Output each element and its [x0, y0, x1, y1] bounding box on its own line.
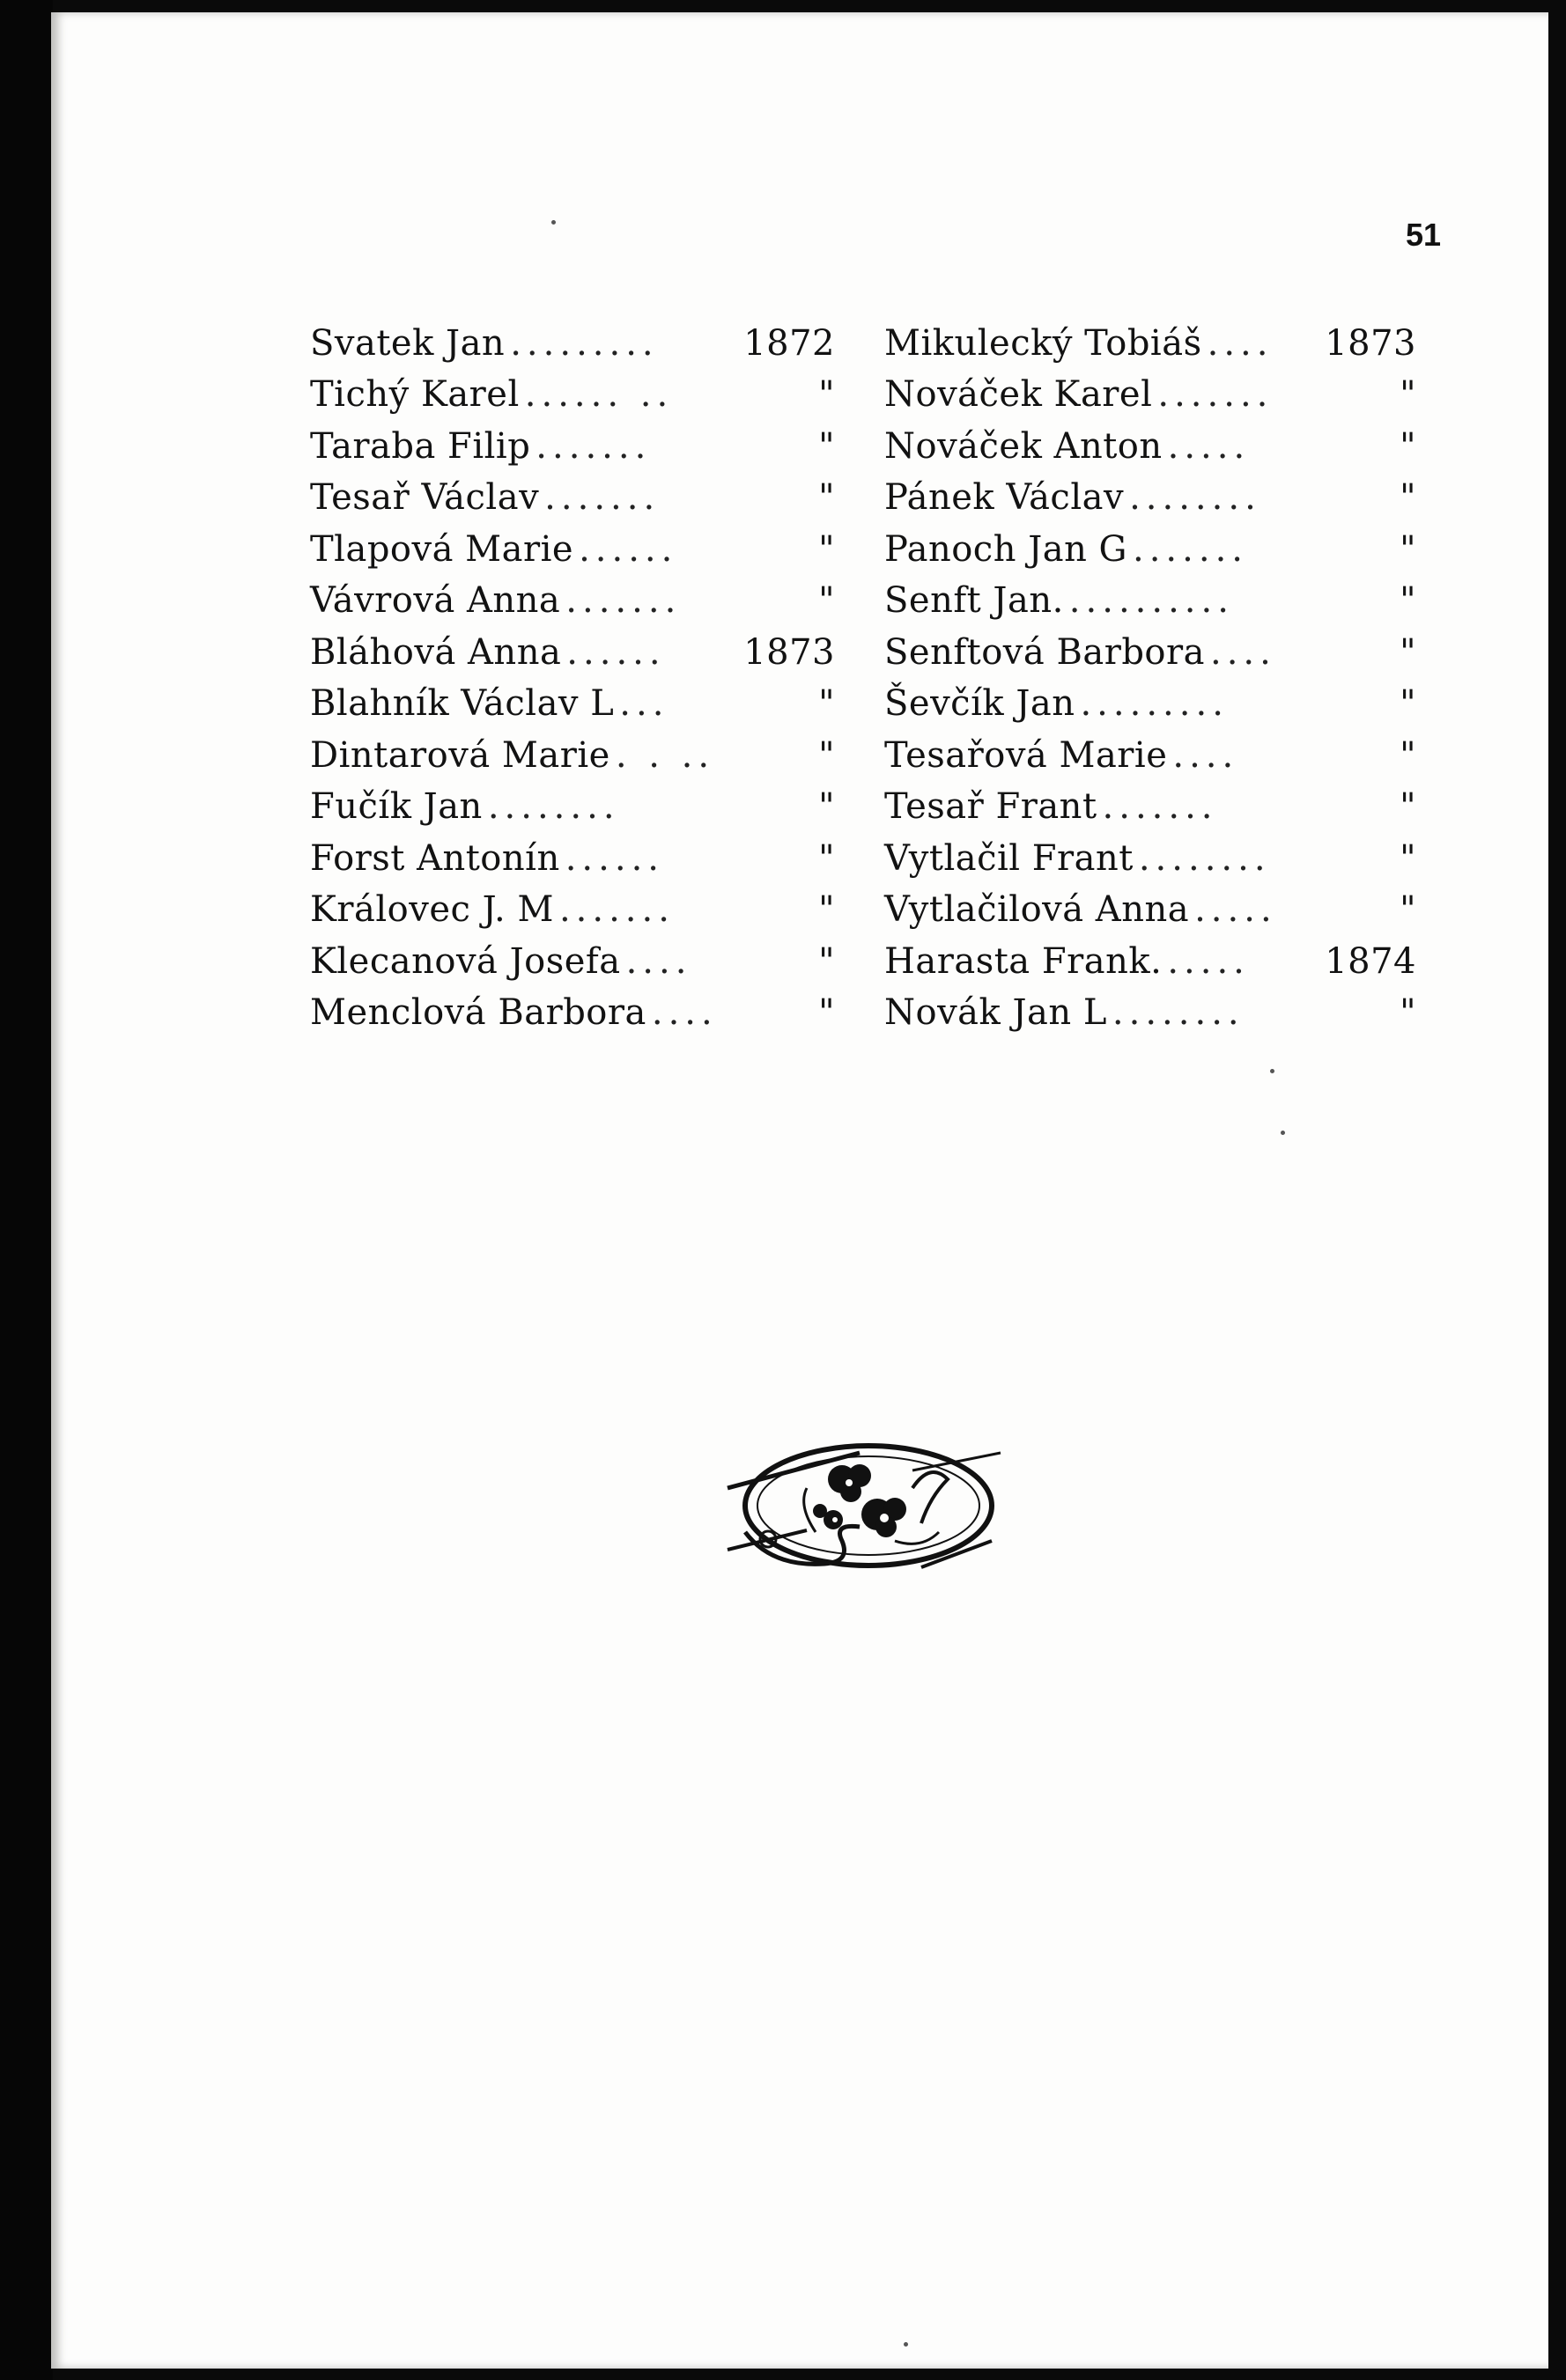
right-column-entry — [884, 930, 1416, 982]
year-value: " — [818, 425, 835, 467]
dot-leader: ...... .. — [524, 374, 674, 415]
year-value: " — [1400, 631, 1416, 673]
year-value: " — [818, 477, 835, 518]
paper-speck — [1281, 1131, 1285, 1135]
dot-leader: ......... — [510, 322, 659, 364]
page-number: 51 — [1406, 217, 1442, 253]
dot-leader: . . .. — [615, 734, 715, 776]
left-column-entry — [310, 930, 835, 982]
right-column-entry — [884, 827, 1416, 879]
dot-leader: ...... — [566, 631, 666, 673]
left-column-entry — [310, 518, 835, 570]
year-value: " — [1400, 992, 1416, 1033]
left-column-entry — [310, 570, 835, 622]
year-value: " — [1400, 683, 1416, 724]
left-column-entry — [310, 724, 835, 776]
person-name: Ševčík Jan — [884, 683, 1075, 724]
dot-leader: .... — [1172, 734, 1239, 776]
dot-leader: .... — [1209, 631, 1276, 673]
year-value: " — [1400, 889, 1416, 930]
dot-leader: ... — [619, 683, 669, 724]
year-value: " — [818, 374, 835, 415]
year-value: " — [818, 734, 835, 776]
dot-leader: .......... — [1068, 580, 1234, 621]
left-column-entry — [310, 621, 835, 673]
dot-leader: ..... — [1167, 425, 1251, 467]
right-column-entry — [884, 776, 1416, 828]
person-name: Klecanová Josefa — [310, 940, 621, 982]
left-column-entry — [310, 879, 835, 931]
year-value: " — [818, 580, 835, 621]
person-name: Tichý Karel — [310, 374, 520, 415]
person-name: Senft Jan. — [884, 580, 1064, 621]
scan-edge — [0, 0, 53, 2380]
person-name: Mikulecký Tobiáš — [884, 322, 1202, 364]
person-name: Tesařová Marie — [884, 734, 1168, 776]
person-name: Novák Jan L — [884, 992, 1107, 1033]
year-value: " — [818, 528, 835, 570]
person-name: Nováček Anton — [884, 425, 1163, 467]
dot-leader: ...... — [579, 528, 678, 570]
dot-leader: ......... — [1080, 683, 1229, 724]
year-value: 1873 — [743, 631, 835, 673]
right-column-entry — [884, 879, 1416, 931]
year-value: " — [1400, 837, 1416, 879]
paper-speck — [904, 2342, 908, 2347]
person-name: Vytlačil Frant — [884, 837, 1134, 879]
year-value: " — [818, 992, 835, 1033]
year-value: " — [818, 837, 835, 879]
year-value: " — [1400, 374, 1416, 415]
right-column-entry — [884, 415, 1416, 467]
person-name: Královec J. M — [310, 889, 554, 930]
left-column-entry — [310, 312, 835, 364]
year-value: " — [1400, 786, 1416, 827]
dot-leader: ....... — [544, 477, 661, 518]
year-value: " — [818, 683, 835, 724]
left-column-entry — [310, 415, 835, 467]
right-column-entry — [884, 673, 1416, 725]
year-value: " — [818, 889, 835, 930]
year-value: " — [818, 786, 835, 827]
person-name: Forst Antonín — [310, 837, 560, 879]
dot-leader: ..... — [1194, 889, 1277, 930]
dot-leader: ...... — [565, 837, 665, 879]
year-value: " — [1400, 580, 1416, 621]
right-column-entry — [884, 982, 1416, 1034]
book-page — [51, 12, 1548, 2369]
person-name: Vytlačilová Anna — [884, 889, 1190, 930]
dot-leader: .... — [651, 992, 718, 1033]
year-value: " — [1400, 477, 1416, 518]
left-column-entry — [310, 982, 835, 1034]
dot-leader: ........ — [1138, 837, 1271, 879]
year-value: 1873 — [1325, 322, 1416, 364]
dot-leader: ........ — [1129, 477, 1261, 518]
dot-leader: ....... — [1157, 374, 1274, 415]
person-name: Menclová Barbora — [310, 992, 646, 1033]
right-column-entry — [884, 518, 1416, 570]
dot-leader: ....... — [558, 889, 675, 930]
year-value: 1872 — [743, 322, 835, 364]
palette-with-pansies-and-brushes-icon — [710, 1435, 1009, 1585]
person-name: Senftová Barbora — [884, 631, 1205, 673]
dot-leader: ..... — [1167, 940, 1250, 982]
right-column-entry — [884, 621, 1416, 673]
person-name: Tlapová Marie — [310, 528, 574, 570]
dot-leader: ........ — [487, 786, 620, 827]
right-column-entry — [884, 312, 1416, 364]
year-value: " — [1400, 734, 1416, 776]
left-column-entry — [310, 776, 835, 828]
dot-leader: ........ — [1112, 992, 1245, 1033]
year-value: " — [1400, 528, 1416, 570]
person-name: Blahník Václav L — [310, 683, 615, 724]
left-column-entry — [310, 467, 835, 519]
person-name: Fučík Jan — [310, 786, 483, 827]
dot-leader: ....... — [536, 425, 652, 467]
dot-leader: ....... — [1133, 528, 1249, 570]
left-column-entry — [310, 364, 835, 416]
right-column-entry — [884, 570, 1416, 622]
person-name: Vávrová Anna — [310, 580, 561, 621]
person-name: Harasta Frank. — [884, 940, 1163, 982]
year-value: 1874 — [1325, 940, 1416, 982]
person-name: Dintarová Marie — [310, 734, 610, 776]
person-name: Bláhová Anna — [310, 631, 562, 673]
right-column-entry — [884, 467, 1416, 519]
dot-leader: .... — [1207, 322, 1274, 364]
person-name: Taraba Filip — [310, 425, 531, 467]
person-name: Tesař Václav — [310, 477, 540, 518]
dot-leader: .... — [625, 940, 692, 982]
person-name: Nováček Karel — [884, 374, 1153, 415]
person-name: Svatek Jan — [310, 322, 506, 364]
dot-leader: ....... — [565, 580, 682, 621]
paper-speck — [1270, 1069, 1274, 1073]
person-name: Panoch Jan G — [884, 528, 1127, 570]
year-value: " — [1400, 425, 1416, 467]
left-name-column — [310, 312, 835, 1033]
right-column-entry — [884, 364, 1416, 416]
left-column-entry — [310, 673, 835, 725]
dot-leader: ....... — [1102, 786, 1218, 827]
right-name-column — [884, 312, 1416, 1033]
paper-speck — [551, 220, 556, 225]
right-column-entry — [884, 724, 1416, 776]
person-name: Tesař Frant — [884, 786, 1097, 827]
year-value: " — [818, 940, 835, 982]
person-name: Pánek Václav — [884, 477, 1125, 518]
left-column-entry — [310, 827, 835, 879]
